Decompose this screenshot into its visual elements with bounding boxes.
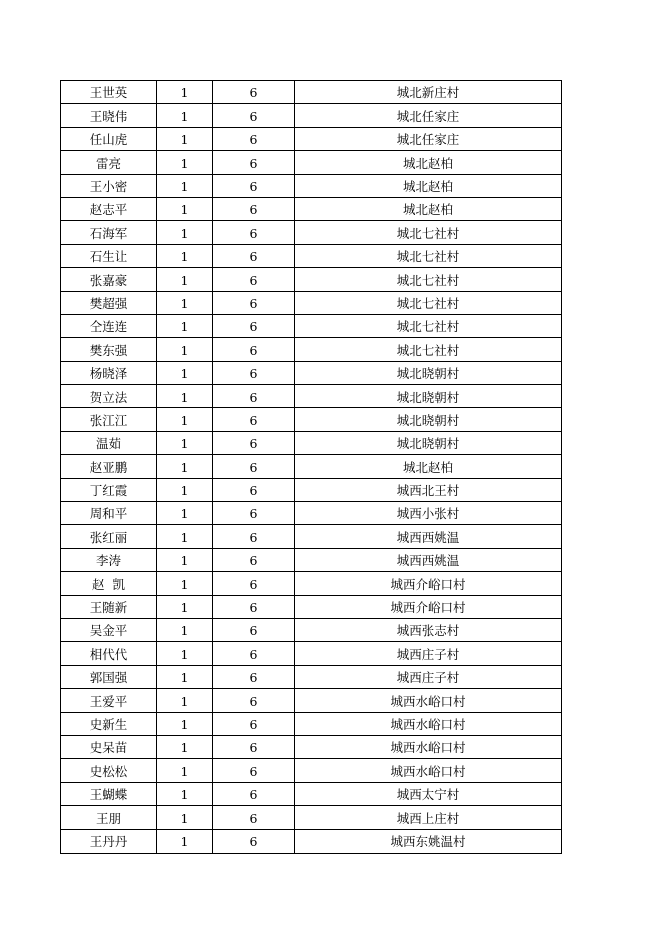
table-row — [61, 549, 561, 572]
table-row — [61, 479, 561, 502]
count-cell[interactable]: 1 — [157, 315, 213, 337]
value-cell[interactable]: 6 — [213, 642, 295, 664]
table-row — [61, 619, 561, 642]
name-cell[interactable]: 丁红霞 — [61, 479, 157, 501]
table-row — [61, 783, 561, 806]
count-cell[interactable]: 1 — [157, 642, 213, 664]
count-cell[interactable]: 1 — [157, 572, 213, 594]
address-cell[interactable]: 城西张志村 — [396, 623, 460, 639]
name-cell[interactable]: 王世英 — [61, 81, 157, 103]
address-cell[interactable]: 城北七社村 — [396, 295, 460, 311]
name-cell[interactable]: 樊东强 — [61, 338, 157, 360]
table-row — [61, 151, 561, 174]
count-cell[interactable]: 1 — [157, 596, 213, 618]
name-cell[interactable]: 王晓伟 — [61, 104, 157, 126]
name-cell[interactable]: 仝连连 — [61, 315, 157, 337]
count-cell[interactable]: 1 — [157, 689, 213, 711]
address-cell[interactable]: 城北晓朝村 — [396, 436, 460, 452]
name-cell[interactable]: 雷亮 — [61, 151, 157, 173]
value-cell[interactable]: 6 — [213, 292, 295, 314]
table-row — [61, 806, 561, 829]
table-row — [61, 455, 561, 478]
value-cell[interactable]: 6 — [213, 81, 295, 103]
address-cell[interactable]: 城西小张村 — [396, 506, 460, 522]
address-cell[interactable]: 城西北王村 — [396, 483, 460, 499]
value-cell[interactable]: 6 — [213, 175, 295, 197]
address-cell[interactable]: 城北七社村 — [396, 319, 460, 335]
value-cell[interactable]: 6 — [213, 338, 295, 360]
address-cell[interactable]: 城北新庄村 — [396, 85, 460, 101]
address-cell[interactable]: 城西太宁村 — [396, 787, 460, 803]
value-cell[interactable]: 6 — [213, 245, 295, 267]
value-cell[interactable]: 6 — [213, 596, 295, 618]
count-cell[interactable]: 1 — [157, 385, 213, 407]
table-row — [61, 689, 561, 712]
address-cell[interactable]: 城西介峪口村 — [390, 576, 466, 592]
address-cell[interactable]: 城北晓朝村 — [396, 366, 460, 382]
name-cell[interactable]: 张江江 — [61, 408, 157, 430]
value-cell[interactable]: 6 — [213, 315, 295, 337]
table-row — [61, 596, 561, 619]
count-cell[interactable]: 1 — [157, 221, 213, 243]
table-row — [61, 572, 561, 595]
count-cell[interactable]: 1 — [157, 338, 213, 360]
count-cell[interactable]: 1 — [157, 759, 213, 781]
address-cell[interactable]: 城西水峪口村 — [390, 716, 466, 732]
name-cell[interactable]: 周和平 — [61, 502, 157, 524]
count-cell[interactable]: 1 — [157, 292, 213, 314]
value-cell[interactable]: 6 — [213, 549, 295, 571]
address-cell[interactable]: 城北晓朝村 — [396, 412, 460, 428]
name-cell[interactable]: 郭国强 — [61, 666, 157, 688]
name-cell[interactable]: 王朋 — [61, 806, 157, 828]
count-cell[interactable]: 1 — [157, 128, 213, 150]
count-cell[interactable]: 1 — [157, 455, 213, 477]
table-row — [61, 198, 561, 221]
name-cell[interactable]: 史新生 — [61, 713, 157, 735]
table-row — [61, 502, 561, 525]
count-cell[interactable]: 1 — [157, 268, 213, 290]
value-cell[interactable]: 6 — [213, 572, 295, 594]
name-cell[interactable]: 樊超强 — [61, 292, 157, 314]
count-cell[interactable]: 1 — [157, 245, 213, 267]
name-cell[interactable]: 王蝴蝶 — [61, 783, 157, 805]
table-row — [61, 221, 561, 244]
spreadsheet-table — [60, 80, 562, 854]
table-row — [61, 666, 561, 689]
address-cell[interactable]: 城北任家庄 — [396, 132, 460, 148]
address-cell[interactable]: 城西上庄村 — [396, 810, 460, 826]
value-cell[interactable]: 6 — [213, 362, 295, 384]
name-cell[interactable]: 赵亚鹏 — [61, 455, 157, 477]
name-cell[interactable]: 张红丽 — [61, 525, 157, 547]
name-cell[interactable]: 赵 凯 — [61, 572, 157, 594]
count-cell[interactable]: 1 — [157, 104, 213, 126]
value-cell[interactable]: 6 — [213, 268, 295, 290]
name-cell[interactable]: 石生让 — [61, 245, 157, 267]
count-cell[interactable]: 1 — [157, 432, 213, 454]
value-cell[interactable]: 6 — [213, 408, 295, 430]
value-cell[interactable]: 6 — [213, 619, 295, 641]
table-row — [61, 713, 561, 736]
table-row — [61, 408, 561, 431]
table-row — [61, 432, 561, 455]
count-cell[interactable]: 1 — [157, 175, 213, 197]
table-row — [61, 385, 561, 408]
address-cell[interactable]: 城西水峪口村 — [390, 763, 466, 779]
name-cell[interactable]: 石海军 — [61, 221, 157, 243]
value-cell[interactable]: 6 — [213, 713, 295, 735]
table-row — [61, 128, 561, 151]
address-cell[interactable]: 城北晓朝村 — [396, 389, 460, 405]
count-cell[interactable]: 1 — [157, 806, 213, 828]
count-cell[interactable]: 1 — [157, 783, 213, 805]
value-cell[interactable]: 6 — [213, 221, 295, 243]
value-cell[interactable]: 6 — [213, 432, 295, 454]
address-cell[interactable]: 城北赵柏 — [402, 179, 453, 194]
value-cell[interactable]: 6 — [213, 759, 295, 781]
name-cell[interactable]: 任山虎 — [61, 128, 157, 150]
address-cell[interactable]: 城北赵柏 — [402, 155, 453, 171]
value-cell[interactable]: 6 — [213, 502, 295, 524]
name-cell[interactable]: 贺立法 — [61, 385, 157, 407]
address-cell[interactable]: 城西水峪口村 — [390, 740, 466, 756]
table-row — [61, 315, 561, 338]
value-cell[interactable]: 6 — [213, 689, 295, 711]
value-cell[interactable]: 6 — [213, 198, 295, 220]
address-cell[interactable]: 城西介峪口村 — [390, 600, 466, 616]
address-cell[interactable]: 城北七社村 — [396, 225, 460, 241]
value-cell[interactable]: 6 — [213, 104, 295, 126]
count-cell[interactable]: 1 — [157, 713, 213, 735]
table-row — [61, 104, 561, 127]
table-row — [61, 81, 561, 104]
count-cell[interactable]: 1 — [157, 81, 213, 103]
address-cell[interactable]: 城西东姚温村 — [390, 834, 466, 850]
count-cell[interactable]: 1 — [157, 525, 213, 547]
table-row — [61, 292, 561, 315]
name-cell[interactable]: 吴金平 — [61, 619, 157, 641]
value-cell[interactable]: 6 — [213, 385, 295, 407]
table-row — [61, 759, 561, 782]
name-cell[interactable]: 王爱平 — [61, 689, 157, 711]
address-cell[interactable]: 城西庄子村 — [396, 646, 460, 662]
table-row — [61, 338, 561, 361]
address-cell[interactable]: 城北七社村 — [396, 249, 460, 265]
value-cell[interactable]: 6 — [213, 736, 295, 758]
name-cell[interactable]: 王随新 — [61, 596, 157, 618]
table-row — [61, 642, 561, 665]
name-cell[interactable]: 史呆苗 — [61, 736, 157, 758]
count-cell[interactable]: 1 — [157, 151, 213, 173]
count-cell[interactable]: 1 — [157, 362, 213, 384]
address-cell[interactable]: 城北赵柏 — [402, 202, 453, 218]
value-cell[interactable]: 6 — [213, 151, 295, 173]
address-cell[interactable]: 城北七社村 — [396, 272, 460, 288]
table-row — [61, 525, 561, 548]
table-row — [61, 268, 561, 291]
count-cell[interactable]: 1 — [157, 479, 213, 501]
value-cell[interactable]: 6 — [213, 455, 295, 477]
value-cell[interactable]: 6 — [213, 128, 295, 150]
address-cell[interactable]: 城北任家庄 — [396, 108, 460, 124]
value-cell[interactable]: 6 — [213, 806, 295, 828]
name-cell[interactable]: 王丹丹 — [61, 830, 157, 853]
table-row — [61, 245, 561, 268]
value-cell[interactable]: 6 — [213, 783, 295, 805]
name-cell[interactable]: 史松松 — [61, 759, 157, 781]
count-cell[interactable]: 1 — [157, 619, 213, 641]
table-row — [61, 830, 561, 853]
address-cell[interactable]: 城西西姚温 — [396, 529, 460, 545]
address-cell[interactable]: 城西水峪口村 — [390, 693, 466, 709]
count-cell[interactable]: 1 — [157, 549, 213, 571]
address-cell[interactable]: 城北七社村 — [396, 342, 460, 358]
name-cell[interactable]: 王小密 — [61, 175, 157, 197]
value-cell[interactable]: 6 — [213, 666, 295, 688]
count-cell[interactable]: 1 — [157, 830, 213, 853]
count-cell[interactable]: 1 — [157, 408, 213, 430]
table-row — [61, 175, 561, 198]
count-cell[interactable]: 1 — [157, 502, 213, 524]
value-cell[interactable]: 6 — [213, 830, 295, 853]
table-row — [61, 736, 561, 759]
name-cell[interactable]: 相代代 — [61, 642, 157, 664]
address-cell[interactable]: 城北赵柏 — [402, 459, 453, 475]
value-cell[interactable]: 6 — [213, 525, 295, 547]
address-cell[interactable]: 城西西姚温 — [396, 553, 460, 569]
value-cell[interactable]: 6 — [213, 479, 295, 501]
count-cell[interactable]: 1 — [157, 198, 213, 220]
table-row — [61, 362, 561, 385]
name-cell[interactable]: 张嘉豪 — [61, 268, 157, 290]
count-cell[interactable]: 1 — [157, 666, 213, 688]
name-cell[interactable]: 李涛 — [61, 549, 157, 571]
name-cell[interactable]: 赵志平 — [61, 198, 157, 220]
count-cell[interactable]: 1 — [157, 736, 213, 758]
name-cell[interactable]: 杨晓泽 — [61, 362, 157, 384]
name-cell[interactable]: 温茹 — [61, 432, 157, 454]
address-cell[interactable]: 城西庄子村 — [396, 670, 460, 686]
